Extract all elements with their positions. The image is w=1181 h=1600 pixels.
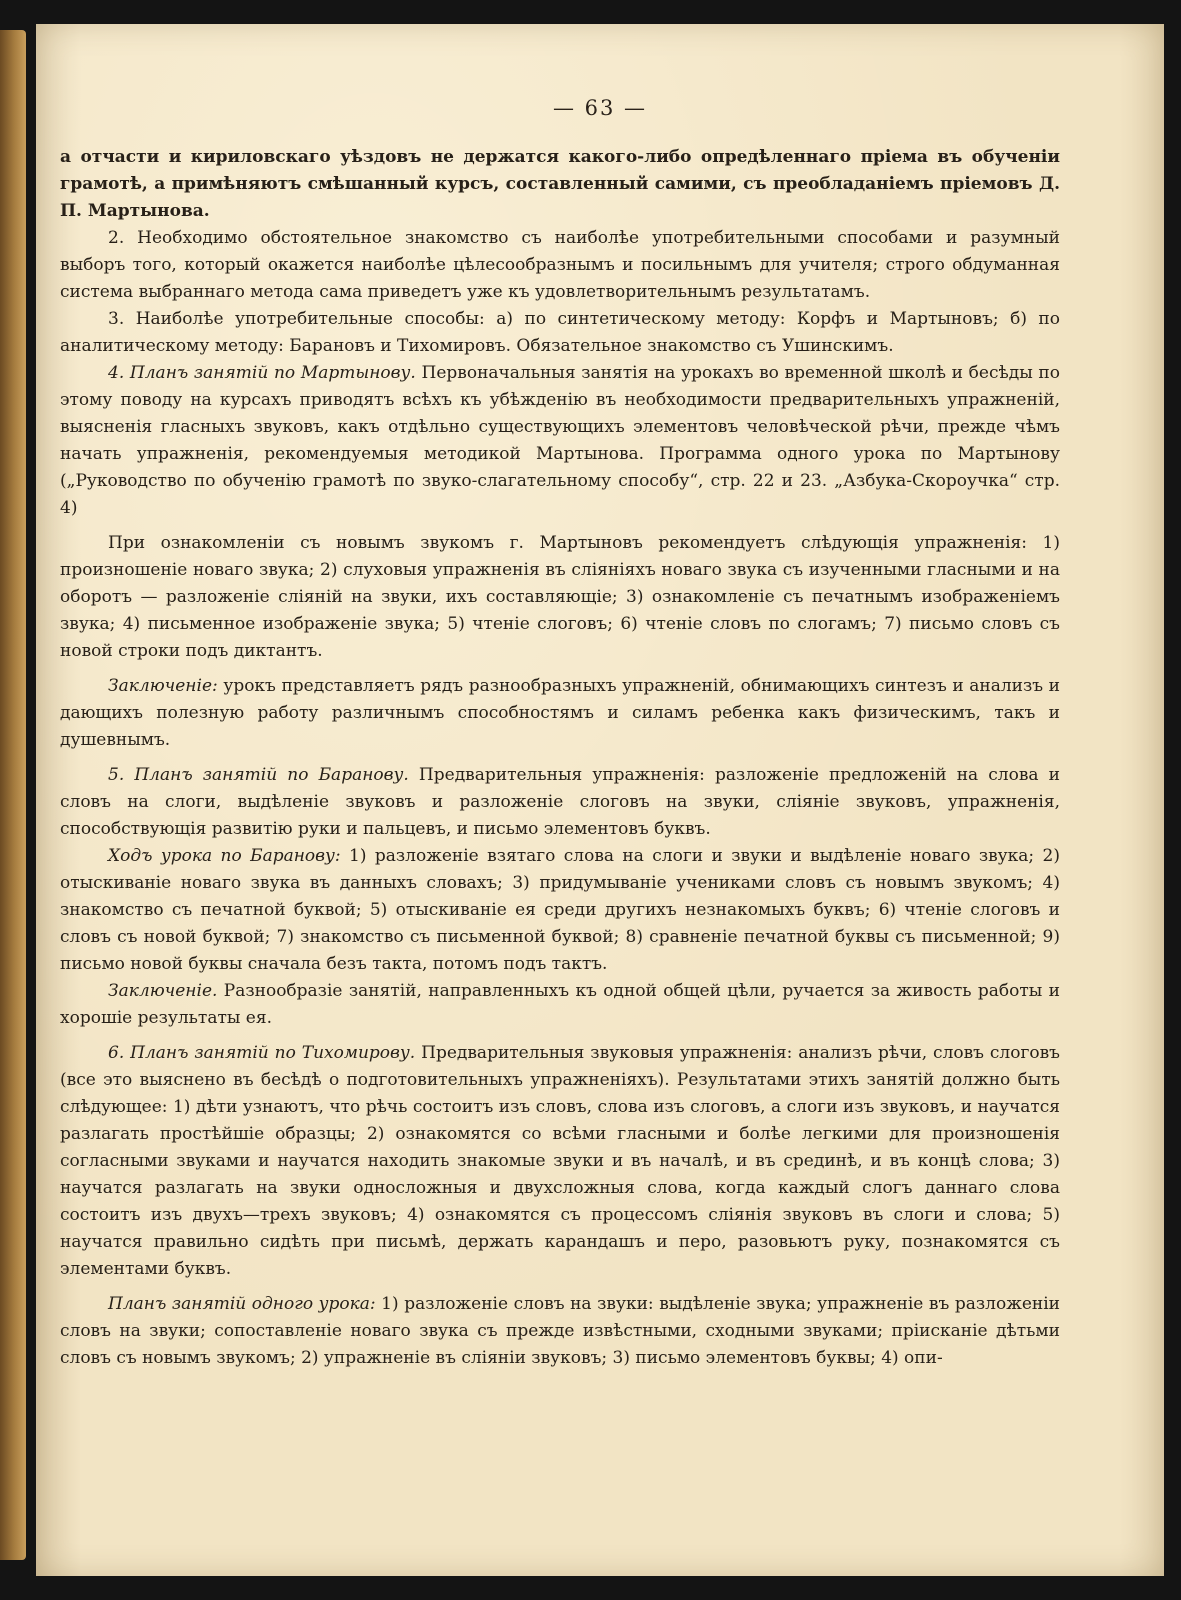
paragraph-lead: Заключеніе.: [108, 981, 218, 1001]
paragraph-text: 2. Необходимо обстоятельное знакомство съ наиболѣе употребительными способами и разумный выборъ того, который окажется наиболѣе цѣлесообразнымъ и посильнымъ для учителя; строго обдуманная система выбраннаго метода сама приведетъ уже къ удовлетворительнымъ результатамъ.: [60, 228, 1060, 302]
previous-page-edge: [0, 30, 26, 1560]
paragraph: [60, 306, 1060, 360]
page-number: — 63 —: [552, 96, 648, 120]
paragraph-text: Разнообразіе занятій, направленныхъ къ одной общей цѣли, ручается за живость работы и хорошіе результаты ея.: [60, 981, 1060, 1028]
paragraph-text: 1) разложеніе словъ на звуки: выдѣленіе звука; упражненіе въ разложеніи словъ на звуки; сопоставленіе новаго звука съ прежде извѣстными, сходными звуками; пріисканіе дѣтьми словъ съ новымъ звукомъ; 2) упражненіе въ сліяніи звуковъ; 3) письмо элементовъ буквы; 4) опи-: [60, 1294, 1060, 1368]
paragraph-text: При ознакомленіи съ новымъ звукомъ г. Мартыновъ рекомендуетъ слѣдующія упражненія: 1) произношеніе новаго звука; 2) слуховыя упражненія въ сліяніяхъ новаго звука съ изученными гласными и на оборотъ — разложеніе сліяній на звуки, ихъ составляющіе; 3) ознакомленіе съ печатнымъ изображеніемъ звука; 4) письменное изображеніе звука; 5) чтеніе слоговъ; 6) чтеніе словъ по слогамъ; 7) письмо словъ съ новой строки подъ диктантъ.: [60, 533, 1060, 661]
paragraph: [60, 1291, 1060, 1372]
paragraph: [60, 978, 1060, 1032]
paragraph-text: Предварительныя упражненія: разложеніе предложеній на слова и словъ на слоги, выдѣленіе звуковъ и разложеніе слоговъ на звуки, сліяніе звуковъ, упражненія, способствующія развитію руки и пальцевъ, и письмо элементовъ буквъ.: [60, 765, 1061, 839]
paragraph: [60, 225, 1060, 306]
paragraph-lead: Заключеніе:: [108, 676, 218, 696]
paragraph: [60, 843, 1060, 978]
paragraph: [60, 673, 1060, 754]
paragraph-text: Первоначальныя занятія на урокахъ во временной школѣ и бесѣды по этому поводу на курсахъ приводятъ всѣхъ къ убѣжденію въ необходимости предварительныхъ упражненій, выясненія гласныхъ звуковъ, какъ отдѣльно существующихъ элементовъ человѣческой рѣчи, прежде чѣмъ начать упражненія, рекомендуемыя методикой Мартынова. Программа одного урока по Мартынову („Руководство по обученію грамотѣ по звуко-слагательному способу“, стр. 22 и 23. „Азбука-Скороучка“ стр. 4): [60, 363, 1060, 518]
paragraph-text: 1) разложеніе взятаго слова на слоги и звуки и выдѣленіе новаго звука; 2) отыскиваніе новаго звука въ данныхъ словахъ; 3) придумываніе учениками словъ съ новымъ звукомъ; 4) знакомство съ печатной буквой; 5) отыскиваніе ея среди другихъ незнакомыхъ буквъ; 6) чтеніе слоговъ и словъ съ новой буквой; 7) знакомство съ письменной буквой; 8) сравненіе печатной буквы съ письменной; 9) письмо новой буквы сначала безъ такта, потомъ подъ тактъ.: [60, 846, 1060, 974]
paragraph: [60, 360, 1060, 522]
book-page: [36, 24, 1164, 1576]
paragraph-text: 3. Наиболѣе употребительные способы: а) по синтетическому методу: Корфъ и Мартыновъ; б) по аналитическому методу: Барановъ и Тихомировъ. Обязательное знакомство съ Ушинскимъ.: [60, 309, 1060, 356]
paragraph: [60, 144, 1060, 225]
paragraph-lead: 6. Планъ занятій по Тихомирову.: [108, 1043, 416, 1063]
paragraph: [60, 1040, 1060, 1283]
page-body: [60, 144, 1060, 1372]
paragraph-lead: Ходъ урока по Баранову:: [108, 846, 341, 866]
paragraph-text: а отчасти и кириловскаго уѣздовъ не держатся какого-либо опредѣленнаго пріема въ обученіи грамотѣ, а примѣняютъ смѣшанный курсъ, составленный самими, съ преобладаніемъ пріемовъ Д. П. Мартынова.: [60, 147, 1060, 221]
paragraph-lead: 4. Планъ занятій по Мартынову.: [108, 363, 416, 383]
paragraph-text: Предварительныя звуковыя упражненія: анализъ рѣчи, словъ слоговъ (все это выяснено въ бесѣдѣ о подготовительныхъ упражненіяхъ). Результатами этихъ занятій должно быть слѣдующее: 1) дѣти узнаютъ, что рѣчь состоитъ изъ словъ, слова изъ слоговъ, а слоги изъ звуковъ, и научатся разлагать простѣйшіе образцы; 2) ознакомятся со всѣми гласными и болѣе легкими для произношенія согласными звуками и научатся находить знакомые звуки и въ началѣ, и въ срединѣ, и въ концѣ слова; 3) научатся разлагать на звуки односложныя и двухсложныя слова, когда каждый слогъ даннаго слова состоитъ изъ двухъ—трехъ звуковъ; 4) ознакомятся съ процессомъ сліянія звуковъ въ слоги и слова; 5) научатся правильно сидѣть при письмѣ, держать карандашъ и перо, разовьютъ руку, познакомятся съ элементами буквъ.: [60, 1043, 1060, 1279]
paragraph: [60, 530, 1060, 665]
paragraph-lead: 5. Планъ занятій по Баранову.: [108, 765, 409, 785]
paragraph: [60, 762, 1060, 843]
paragraph-text: урокъ представляетъ рядъ разнообразныхъ упражненій, обнимающихъ синтезъ и анализъ и дающихъ полезную работу различнымъ способностямъ и силамъ ребенка какъ физическимъ, такъ и душевнымъ.: [60, 676, 1060, 750]
paragraph-lead: Планъ занятій одного урока:: [108, 1294, 376, 1314]
